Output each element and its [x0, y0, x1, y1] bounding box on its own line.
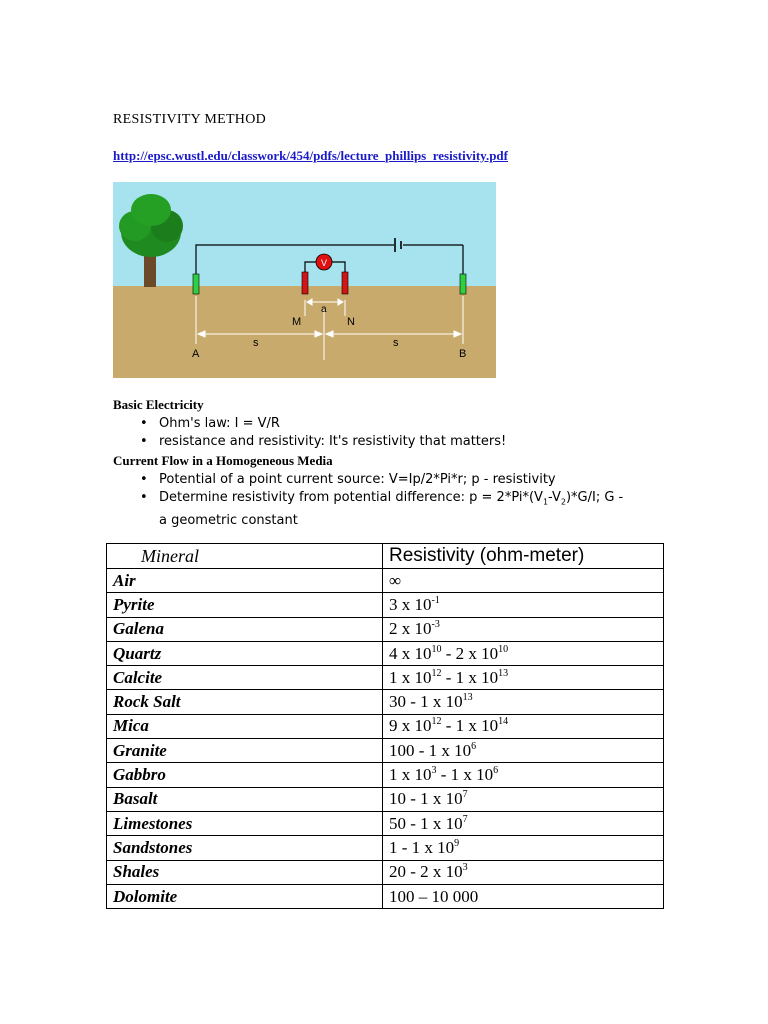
- table-row: [107, 860, 664, 884]
- exponent: -1: [431, 594, 440, 606]
- resistivity-value-cell: [383, 593, 664, 617]
- resistivity-setup-diagram: [113, 182, 496, 378]
- table-row: [107, 666, 664, 690]
- lecture-pdf-link[interactable]: http://epsc.wustl.edu/classwork/454/pdfs/lecture_phillips_resistivity.pdf: [113, 148, 508, 163]
- value-text: - 1 x 10: [436, 765, 494, 785]
- exponent: 9: [454, 837, 460, 849]
- mineral-name-cell: Sandstones: [107, 836, 383, 860]
- resistivity-value-cell: [383, 860, 664, 884]
- mineral-name-cell: Basalt: [107, 787, 383, 811]
- value-text: 100 - 1 x 10: [389, 740, 472, 760]
- value-text: 4 x 10: [389, 643, 432, 663]
- mineral-resistivity-table: [106, 543, 664, 909]
- value-text: 9 x 10: [389, 716, 432, 736]
- mineral-name-cell: Quartz: [107, 641, 383, 665]
- table-row: [107, 787, 664, 811]
- mineral-name-cell: Galena: [107, 617, 383, 641]
- label-s-left: s: [253, 337, 259, 349]
- table-row: [107, 836, 664, 860]
- value-text: - 1 x 10: [441, 667, 499, 687]
- resistivity-value-cell: [383, 787, 664, 811]
- electrode-n: [342, 272, 348, 294]
- exponent: 7: [462, 813, 468, 825]
- exponent: 7: [462, 789, 468, 801]
- table-row: [107, 811, 664, 835]
- resistivity-value-cell: [383, 884, 664, 908]
- table-row: [107, 763, 664, 787]
- table-row: [107, 690, 664, 714]
- value-text: 1 - 1 x 10: [389, 837, 455, 857]
- exponent: 12: [431, 667, 442, 679]
- value-text: 50 - 1 x 10: [389, 813, 463, 833]
- resistivity-value-cell: [383, 714, 664, 738]
- table-row: [107, 714, 664, 738]
- table-row: [107, 569, 664, 593]
- exponent: 13: [462, 692, 473, 704]
- exponent: 10: [498, 643, 509, 655]
- value-text: 20 - 2 x 10: [389, 862, 463, 882]
- ground: [113, 286, 496, 378]
- mineral-name-cell: Dolomite: [107, 884, 383, 908]
- value-text: 100 – 10 000: [389, 886, 479, 906]
- resistivity-value-cell: [383, 690, 664, 714]
- resistivity-value-cell: [383, 836, 664, 860]
- mineral-name-cell: Rock Salt: [107, 690, 383, 714]
- subscript: 2: [560, 497, 566, 507]
- table-row: [107, 641, 664, 665]
- mineral-name-cell: Limestones: [107, 811, 383, 835]
- mineral-name-cell: Calcite: [107, 666, 383, 690]
- value-text: ∞: [389, 570, 402, 590]
- resistivity-value-cell: [383, 666, 664, 690]
- formula-part: -V: [548, 490, 561, 505]
- list-item: • resistance and resistivity: It's resistivity that matters!: [135, 433, 635, 451]
- table-row: [107, 617, 664, 641]
- table-row: [107, 593, 664, 617]
- label-n: N: [347, 316, 355, 328]
- resistivity-value-cell: [383, 811, 664, 835]
- list-item: [135, 489, 635, 530]
- value-text: 10 - 1 x 10: [389, 789, 463, 809]
- voltmeter-icon: [316, 254, 332, 270]
- resistivity-value-cell: [383, 763, 664, 787]
- mineral-name-cell: Air: [107, 569, 383, 593]
- exponent: 3: [462, 862, 468, 874]
- formula-part: Determine resistivity from potential difference: p = 2*Pi*(V: [159, 490, 543, 505]
- voltmeter-label: V: [320, 258, 328, 268]
- resistivity-value-cell: [383, 617, 664, 641]
- resistivity-value-cell: [383, 569, 664, 593]
- exponent: 12: [431, 716, 442, 728]
- current-flow-heading: Current Flow in a Homogeneous Media: [113, 453, 333, 468]
- exponent: 6: [493, 765, 499, 777]
- mineral-name-cell: Shales: [107, 860, 383, 884]
- table-body: [107, 569, 664, 909]
- mineral-name-cell: Mica: [107, 714, 383, 738]
- list-item: • Potential of a point current source: V=Ip/2*Pi*r; p - resistivity: [135, 471, 635, 489]
- value-text: - 2 x 10: [441, 643, 499, 663]
- exponent: 14: [498, 716, 509, 728]
- value-text: - 1 x 10: [441, 716, 499, 736]
- value-text: 2 x 10: [389, 619, 432, 639]
- document-title: RESISTIVITY METHOD: [113, 112, 267, 127]
- mineral-name-cell: Pyrite: [107, 593, 383, 617]
- electrode-m: [302, 272, 308, 294]
- electrode-b: [460, 274, 466, 294]
- value-text: 1 x 10: [389, 765, 432, 785]
- label-s-right: s: [393, 337, 399, 349]
- list-item: • Ohm's law: I = V/R: [135, 415, 635, 433]
- mineral-name-cell: Granite: [107, 739, 383, 763]
- electrode-a: [193, 274, 199, 294]
- value-text: 1 x 10: [389, 667, 432, 687]
- exponent: 6: [471, 740, 477, 752]
- table-row: [107, 739, 664, 763]
- formula-part: )*G/I; G - a geometric constant: [159, 490, 624, 528]
- resistivity-value-cell: [383, 739, 664, 763]
- basic-electricity-heading: Basic Electricity: [113, 397, 204, 412]
- label-a: A: [192, 348, 200, 360]
- column-header-mineral: Mineral: [107, 544, 383, 569]
- table-row: [107, 884, 664, 908]
- value-text: 3 x 10: [389, 594, 432, 614]
- exponent: 3: [431, 765, 437, 777]
- exponent: 13: [498, 667, 509, 679]
- value-text: 30 - 1 x 10: [389, 692, 463, 712]
- exponent: -3: [431, 619, 440, 631]
- label-m: M: [292, 316, 302, 328]
- exponent: 10: [431, 643, 442, 655]
- mineral-name-cell: Gabbro: [107, 763, 383, 787]
- label-spacing-a: a: [321, 304, 327, 315]
- table-header-row: [107, 544, 664, 569]
- column-header-resistivity: Resistivity (ohm-meter): [383, 544, 664, 569]
- basic-electricity-list: [135, 415, 635, 451]
- label-b: B: [459, 348, 467, 360]
- subscript: 1: [542, 497, 549, 507]
- current-flow-list: [135, 471, 635, 530]
- resistivity-value-cell: [383, 641, 664, 665]
